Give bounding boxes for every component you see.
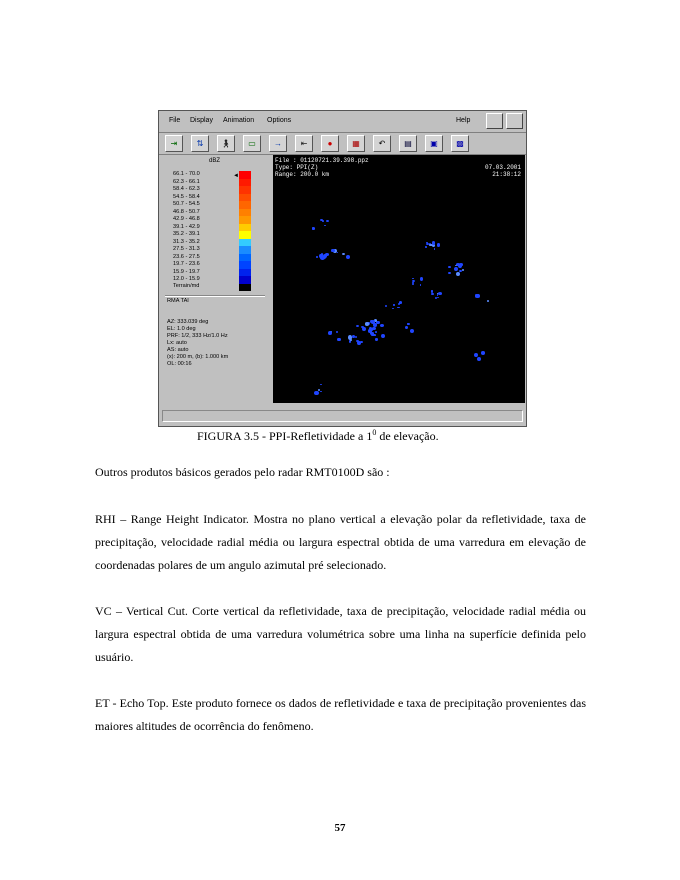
radar-echo xyxy=(325,253,329,256)
scale-row: 27.5 - 31.3 xyxy=(173,246,200,252)
radar-echo xyxy=(487,300,489,302)
status-bar xyxy=(162,410,523,422)
radar-echo xyxy=(346,255,350,260)
scale-swatch xyxy=(239,269,251,277)
scale-pointer-icon: ◄ xyxy=(233,173,239,179)
radar-echo xyxy=(320,384,322,385)
scale-row: 35.2 - 39.1 xyxy=(173,231,200,237)
radar-echo xyxy=(477,357,481,361)
radar-echo xyxy=(448,266,451,268)
radar-echo xyxy=(420,277,423,280)
terrain-swatch xyxy=(239,284,251,291)
scale-row: 42.9 - 46.8 xyxy=(173,216,200,222)
radar-echo xyxy=(460,264,463,266)
page-number: 57 xyxy=(334,822,346,834)
scale-swatch xyxy=(239,201,251,209)
scale-swatch xyxy=(239,246,251,254)
walk-icon[interactable]: 🚶︎ xyxy=(217,135,235,152)
terrain-label: Terrain/md xyxy=(173,283,200,289)
minimize-button[interactable] xyxy=(486,113,503,129)
paragraph-intro: Outros produtos básicos gerados pelo radar RMT0100D são : xyxy=(95,465,390,479)
scale-row: 54.5 - 58.4 xyxy=(173,193,200,200)
radar-echo xyxy=(314,391,318,395)
radar-echo xyxy=(331,249,334,252)
scale-swatch xyxy=(239,186,251,194)
caption-suffix: de elevação. xyxy=(376,429,439,443)
scale-unit: dBZ xyxy=(209,158,221,164)
arrow-vertical-icon[interactable]: ⇅ xyxy=(191,135,209,152)
radar-echo xyxy=(399,301,402,304)
radar-echo xyxy=(371,334,375,337)
map-icon[interactable]: ▩ xyxy=(451,135,469,152)
radar-echo xyxy=(348,335,352,340)
menu-bar xyxy=(159,111,526,132)
window-icon[interactable]: ▤ xyxy=(399,135,417,152)
scale-row: 12.0 - 15.9 xyxy=(173,276,200,282)
radar-echo xyxy=(420,284,422,286)
radar-echo xyxy=(475,294,479,297)
scale-row: 19.7 - 23.6 xyxy=(173,261,200,267)
scale-swatch xyxy=(239,254,251,262)
radar-echo xyxy=(324,225,326,227)
scale-row: 50.7 - 54.5 xyxy=(173,201,200,207)
scale-swatch xyxy=(239,171,251,179)
scale-row: 46.8 - 50.7 xyxy=(173,208,200,215)
radar-echo xyxy=(381,334,385,338)
radar-echo xyxy=(375,331,377,333)
radar-echo xyxy=(431,290,433,292)
radar-echo xyxy=(462,269,465,272)
paragraph-et: ET - Echo Top. Este produto fornece os dados de refletividade e taxa de precipitação provenientes das maiores altitudes de ocorrência do fenômeno. xyxy=(95,696,586,733)
radar-display[interactable] xyxy=(273,155,525,403)
info-line: AS: auto xyxy=(167,347,189,353)
scale-swatch xyxy=(239,261,251,269)
menu-display[interactable]: Display xyxy=(190,117,213,124)
scale-swatch xyxy=(239,231,251,239)
radar-echo xyxy=(342,253,345,255)
scale-row: 62.3 - 66.1 xyxy=(173,178,200,185)
scale-row: 15.9 - 19.7 xyxy=(173,268,200,275)
scale-swatch xyxy=(239,209,251,217)
radar-echo xyxy=(385,305,387,307)
radar-echo xyxy=(322,220,324,222)
radar-echo xyxy=(320,391,322,392)
radar-echo xyxy=(448,272,451,275)
scale-row: 31.3 - 35.2 xyxy=(173,238,200,245)
mode-label: RMA TAI xyxy=(167,298,189,304)
radar-echo xyxy=(337,338,340,342)
radar-echo xyxy=(356,325,359,327)
grid-icon[interactable]: ▦ xyxy=(347,135,365,152)
radar-echo xyxy=(405,326,408,329)
info-line: EL: 1.0 deg xyxy=(167,326,196,332)
radar-echo xyxy=(355,336,357,338)
info-line: (x): 200 m, (b): 1.000 km xyxy=(167,354,229,360)
radar-echo xyxy=(434,248,436,250)
range-icon[interactable]: ⇤ xyxy=(295,135,313,152)
scale-swatch xyxy=(239,194,251,202)
radar-screenshot xyxy=(158,110,527,427)
radar-echo xyxy=(425,246,427,247)
menu-help[interactable]: Help xyxy=(456,117,471,124)
radar-echo xyxy=(365,322,369,325)
maximize-button[interactable] xyxy=(506,113,523,129)
palette-icon[interactable]: ● xyxy=(321,135,339,152)
radar-echo xyxy=(312,227,314,229)
radar-echo xyxy=(438,292,442,295)
radar-echo xyxy=(397,307,399,309)
scale-swatch xyxy=(239,216,251,224)
info-line: AZ: 333.039 deg xyxy=(167,319,209,325)
figure-caption xyxy=(197,428,439,444)
rectangle-icon[interactable]: ▭ xyxy=(243,135,261,152)
radar-echo xyxy=(412,278,414,280)
radar-echo xyxy=(322,256,326,259)
overlay-icon[interactable]: ▣ xyxy=(425,135,443,152)
radar-echo xyxy=(392,308,394,309)
line-arrow-icon[interactable]: → xyxy=(269,135,287,152)
panel-separator xyxy=(165,295,265,297)
radar-type: Type: PPI(Z) xyxy=(275,164,319,171)
menu-separator xyxy=(159,132,526,133)
radar-echo xyxy=(437,243,440,246)
info-line: PRF: 1/2, 333 Hz/1.0 Hz xyxy=(167,333,228,339)
radar-echo xyxy=(456,272,460,276)
scale-row: 66.1 - 70.0 xyxy=(173,171,200,177)
scale-swatch xyxy=(239,276,251,284)
radar-echo xyxy=(371,320,375,323)
radar-echo xyxy=(316,256,318,258)
radar-echo xyxy=(432,241,435,245)
radar-echo xyxy=(336,331,338,333)
radar-range: Range: 200.0 km xyxy=(275,171,330,178)
menu-file[interactable]: File xyxy=(169,117,181,124)
radar-date: 07.03.2001 xyxy=(484,164,521,171)
caption-superscript: 0 xyxy=(372,428,377,437)
radar-echo xyxy=(407,323,409,324)
radar-echo xyxy=(328,331,332,335)
radar-echo xyxy=(380,324,384,327)
radar-echo xyxy=(360,341,362,343)
color-scale-panel xyxy=(163,156,267,406)
radar-echo xyxy=(393,304,395,305)
caption-text: FIGURA 3.5 - PPI-Refletividade a 1 xyxy=(197,429,373,443)
scale-swatch xyxy=(239,239,251,247)
radar-echo xyxy=(459,270,462,272)
arrow-right-icon[interactable]: ⇥ xyxy=(165,135,183,152)
paragraph-vc: VC – Vertical Cut. Corte vertical da refletividade, taxa de precipitação, velocidade radial média ou largura espectral obtida de uma varredura volumétrica sobre uma linha na superfície definida pelo usuário. xyxy=(95,604,586,664)
radar-echo xyxy=(350,339,352,341)
radar-echo xyxy=(375,338,378,340)
radar-echo xyxy=(337,252,339,253)
radar-echo xyxy=(412,283,415,285)
scale-swatch xyxy=(239,179,251,187)
menu-options[interactable]: Options xyxy=(267,117,292,124)
radar-echo xyxy=(456,263,460,266)
info-line: OL: 00:16 xyxy=(167,361,192,367)
radar-echo xyxy=(481,351,485,354)
radar-echo xyxy=(431,293,433,295)
radar-echo xyxy=(435,297,437,300)
radar-time: 21:38:12 xyxy=(492,171,521,178)
scale-row: 58.4 - 62.3 xyxy=(173,186,200,192)
radar-echo xyxy=(326,220,329,222)
radar-file: File : 01120721.39.398.ppz xyxy=(275,157,369,164)
paragraph-rhi: RHI – Range Height Indicator. Mostra no plano vertical a elevação polar da refletividade, taxa de precipitação, velocidade radial média ou largura espectral obtida de uma varredura em elevação de coordenadas polares de um angulo azimutal pré selecionado. xyxy=(95,512,586,572)
radar-echo xyxy=(454,267,458,271)
menu-animation[interactable]: Animation xyxy=(223,117,255,124)
scale-row: 23.6 - 27.5 xyxy=(173,253,200,260)
radar-echo xyxy=(410,329,414,333)
info-line: Lx: auto xyxy=(167,340,187,346)
scale-row: 39.1 - 42.9 xyxy=(173,223,200,230)
undo-icon[interactable]: ↶ xyxy=(373,135,391,152)
scale-swatch xyxy=(239,224,251,232)
